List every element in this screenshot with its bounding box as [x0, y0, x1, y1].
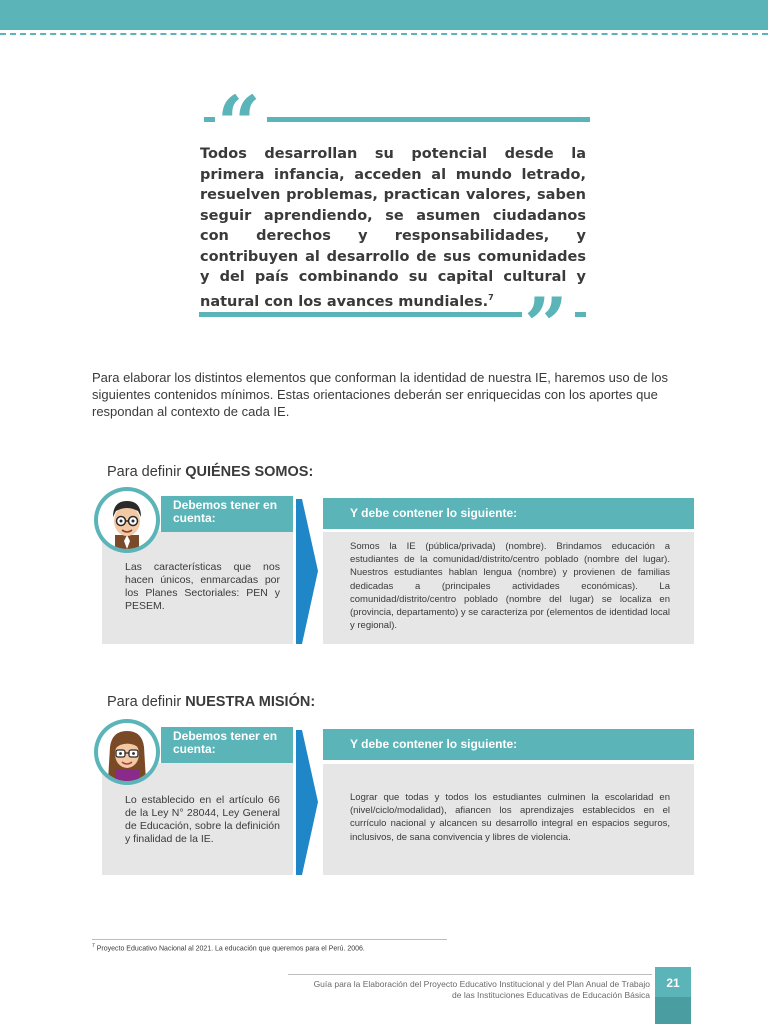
contains-header: Y debe contener lo siguiente: — [323, 729, 694, 760]
page-number: 21 — [666, 976, 680, 990]
woman-with-glasses-icon — [98, 723, 156, 781]
avatar — [94, 487, 160, 553]
arrow-right-icon — [296, 499, 320, 644]
consider-header: Debemos tener en cuenta: — [161, 727, 293, 763]
contains-text: Somos la IE (pública/privada) (nombre). Brindamos educación a estudiantes de la comunidad/distrito/centro poblado (nombre del lugar). Nuestros estudiantes hablan lengua (nombre) y provienen de familias dedicadas a (principales actividades económicas). La comunidad/distrito/centro poblado (nombre del lugar) se localiza en (provincia, departamento) y se caracteriza por (elementos de identidad local y regional). — [350, 541, 670, 632]
contains-header: Y debe contener lo siguiente: — [323, 498, 694, 529]
footer-rule — [288, 974, 652, 975]
arrow-right-icon — [296, 730, 320, 875]
header-band — [0, 0, 768, 30]
consider-text: Las características que nos hacen únicos, enmarcadas por los Planes Sectoriales: PEN y PESEM. — [125, 561, 280, 612]
header-dashed-rule — [0, 33, 768, 35]
open-quote-icon: “ — [217, 79, 261, 168]
section-title-quienes-somos: Para definir QUIÉNES SOMOS: — [107, 464, 314, 480]
footer-text: Guía para la Elaboración del Proyecto Educativo Institucional y del Plan Anual de Trabajo de las Instituciones Educativas de Educación Básica — [313, 979, 650, 1000]
page-number-strip — [655, 997, 691, 1024]
man-with-glasses-icon — [98, 491, 156, 549]
consider-header: Debemos tener en cuenta: — [161, 496, 293, 532]
quote-bottom-rule — [199, 312, 522, 317]
quote-text: Todos desarrollan su potencial desde la primera infancia, acceden al mundo letrado, resuelven problemas, practican valores, saben seguir aprendiendo, se asumen ciudadanos con derechos y responsabilidades, y contribuyen al desarrollo de sus comunidades y del país combinando su capital cultural y natural con los avances mundiales.$^7$ — [200, 146, 586, 310]
section-title-nuestra-mision: Para definir NUESTRA MISIÓN: — [107, 694, 316, 710]
quote-top-rule — [267, 117, 590, 122]
close-quote-icon: ” — [524, 281, 568, 370]
footnote: $^7$ Proyecto Educativo Nacional al 2021. La educación que queremos para el Perú. 2006. — [92, 943, 365, 953]
quote-dash-left — [204, 117, 215, 122]
consider-text: Lo establecido en el artículo 66 de la Ley N° 28044, Ley General de Educación, sobre la definición y finalidad de la IE. — [125, 794, 280, 845]
intro-paragraph: Para elaborar los distintos elementos que conforman la identidad de nuestra IE, haremos uso de los siguientes contenidos mínimos. Estas orientaciones deberán ser enriquecidas con los aportes que respondan al contexto de cada IE. — [92, 370, 668, 419]
quote-dash-right — [575, 312, 586, 317]
footnote-rule — [92, 939, 447, 940]
contains-text: Lograr que todas y todos los estudiantes culminen la escolaridad en (nivel/ciclo/modalidad), afiancen los aprendizajes establecidos en el currículo nacional y alcancen su desarrollo integral en espacios seguros, inclusivos, de sana convivencia y libres de violencia. — [350, 792, 670, 843]
avatar — [94, 719, 160, 785]
